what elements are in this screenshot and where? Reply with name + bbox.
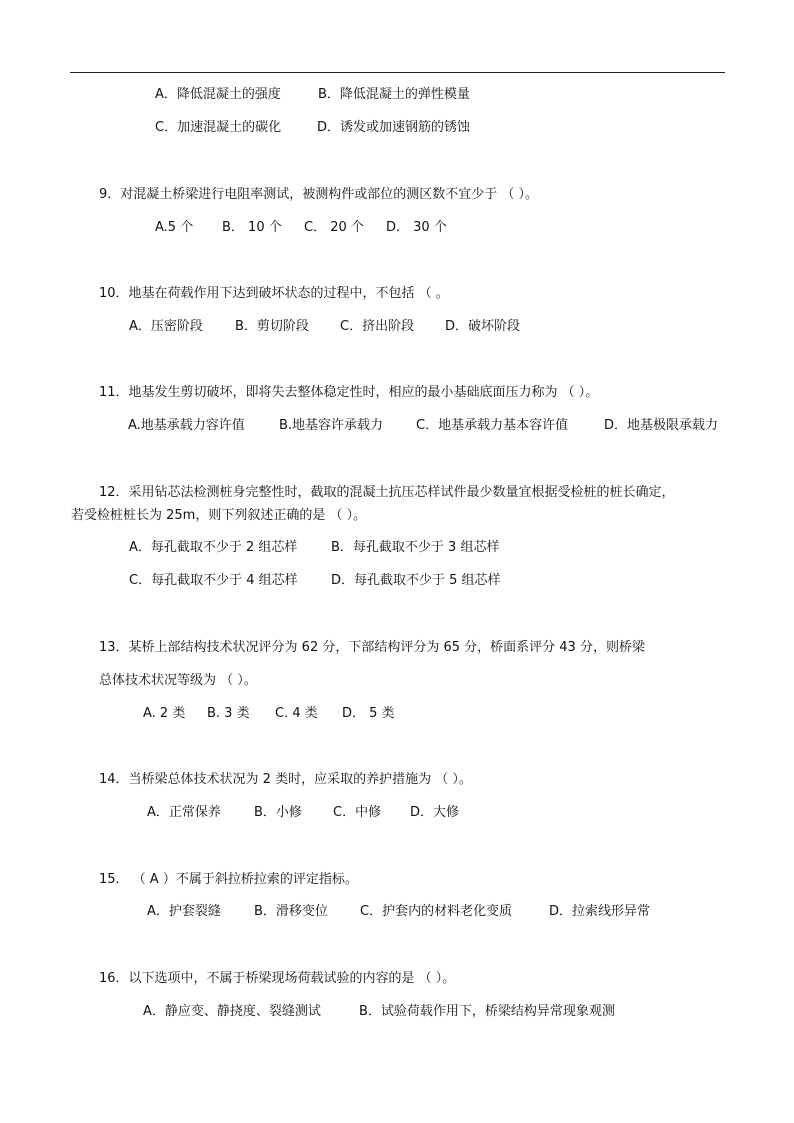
q11-option-c: C．地基承载力基本容许值 [416,418,569,433]
q9-option-d: D． 30 个 [386,220,447,235]
q15-option-a: A．护套裂缝 [147,904,221,919]
q13-option-b: B. 3 类 [207,706,250,721]
q10-option-a: A．压密阶段 [129,319,203,334]
q13-option-c: C. 4 类 [275,706,318,721]
q12-option-c: C．每孔截取不少于 4 组芯样 [129,573,298,588]
q11-option-d: D．地基极限承载力 [604,418,719,433]
q8-option-d: D．诱发或加速钢筋的锈蚀 [317,120,471,135]
q10-option-d: D．破坏阶段 [445,319,521,334]
q8-option-a: A．降低混凝土的强度 [155,87,281,102]
question-14-text: 14．当桥梁总体技术状况为 2 类时，应采取的养护措施为 （ ）。 [99,772,472,787]
q11-option-b: B.地基容许承载力 [279,418,384,433]
q15-option-b: B．滑移变位 [254,904,328,919]
question-11-text: 11．地基发生剪切破坏，即将失去整体稳定性时，相应的最小基础底面压力称为 （ ）。 [99,385,599,400]
q14-option-b: B．小修 [254,805,302,820]
q13-option-a: A. 2 类 [143,706,186,721]
question-15-text: 15． （ A ）不属于斜拉桥拉索的评定指标。 [99,872,358,887]
question-13-text-line2: 总体技术状况等级为 （ ）。 [99,673,257,688]
header-rule [70,72,725,73]
q14-option-a: A．正常保养 [147,805,221,820]
q13-option-d: D． 5 类 [342,706,395,721]
q8-option-b: B．降低混凝土的弹性模量 [318,87,470,102]
q14-option-c: C．中修 [333,805,382,820]
question-13-text-line1: 13．某桥上部结构技术状况评分为 62 分，下部结构评分为 65 分，桥面系评分 43 分，则桥梁 [99,640,645,655]
q9-option-c: C． 20 个 [304,220,364,235]
question-12-text-line2: 若受检桩桩长为 25m，则下列叙述正确的是 （ ）。 [71,508,367,523]
q11-option-a: A.地基承载力容许值 [128,418,245,433]
question-9-text: 9．对混凝土桥梁进行电阻率测试，被测构件或部位的测区数不宜少于 （ ）。 [99,187,539,202]
q9-option-a: A.5 个 [155,220,194,235]
q12-option-b: B．每孔截取不少于 3 组芯样 [331,540,500,555]
question-10-text: 10．地基在荷载作用下达到破坏状态的过程中，不包括 （ 。 [99,286,449,301]
q12-option-d: D．每孔截取不少于 5 组芯样 [331,573,501,588]
q9-option-b: B． 10 个 [222,220,282,235]
q16-option-b: B．试验荷载作用下，桥梁结构异常现象观测 [359,1004,615,1019]
q14-option-d: D．大修 [410,805,460,820]
q15-option-d: D．拉索线形异常 [549,904,651,919]
q8-option-c: C．加速混凝土的碳化 [155,120,282,135]
q12-option-a: A．每孔截取不少于 2 组芯样 [129,540,298,555]
question-12-text-line1: 12．采用钻芯法检测桩身完整性时，截取的混凝土抗压芯样试件最少数量宜根据受检桩的桩长确定， [99,485,675,500]
q15-option-c: C．护套内的材料老化变质 [360,904,513,919]
question-16-text: 16．以下选项中，不属于桥梁现场荷载试验的内容的是 （ ）。 [99,971,456,986]
q10-option-c: C．挤出阶段 [340,319,415,334]
q10-option-b: B．剪切阶段 [235,319,309,334]
q16-option-a: A．静应变、静挠度、裂缝测试 [143,1004,321,1019]
